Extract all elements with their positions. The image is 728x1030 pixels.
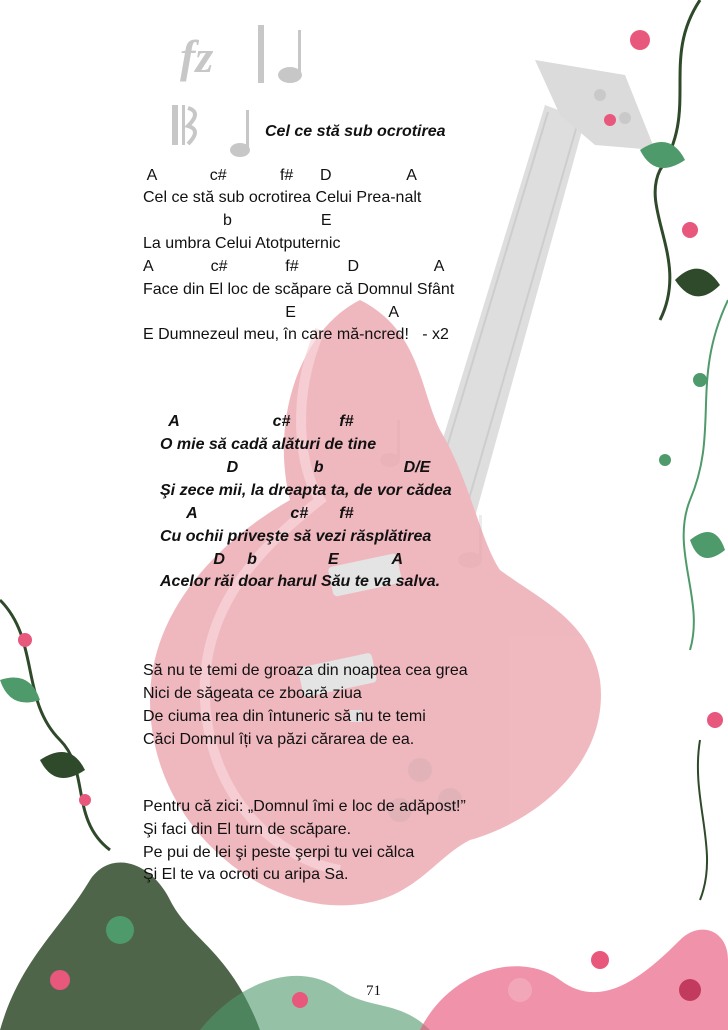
song-title: Cel ce stă sub ocrotirea (265, 123, 446, 140)
chord-line: A c# f# (160, 505, 354, 522)
lyric-line: Şi zece mii, la dreapta ta, de vor cădea (160, 482, 452, 499)
chord-line: b E (143, 212, 332, 229)
chord-line: A c# f# D A (143, 258, 445, 275)
lyric-line: Nici de săgeata ce zboară ziua (143, 685, 362, 702)
lyric-line: E Dumnezeul meu, în care mă-ncred! - x2 (143, 326, 449, 343)
lyric-line: Acelor răi doar harul Său te va salva. (160, 573, 441, 590)
lyric-line: Şi faci din El turn de scăpare. (143, 821, 352, 838)
lyric-line: Căci Domnul îți va păzi cărarea de ea. (143, 731, 415, 748)
chord-line: D b D/E (160, 459, 431, 476)
lyric-line: Cu ochii priveşte să vezi răsplătirea (160, 528, 432, 545)
lyric-line: Pentru că zici: „Domnul îmi e loc de adăpost!” (143, 798, 466, 815)
svg-text:fz: fz (180, 31, 214, 82)
lyric-line: De ciuma rea din întuneric să nu te temi (143, 708, 426, 725)
lyric-line: Şi El te va ocroti cu aripa Sa. (143, 866, 349, 883)
lyric-line: Face din El loc de scăpare că Domnul Sfânt (143, 281, 455, 298)
lyric-line: O mie să cadă alături de tine (160, 436, 377, 453)
floral-vine-left-icon (0, 600, 110, 850)
chord-line: A c# f# (160, 413, 354, 430)
chord-line: E A (143, 304, 400, 321)
chord-line: D b E A (160, 551, 403, 568)
lyric-line: La umbra Celui Atotputernic (143, 235, 341, 252)
page-number: 71 (366, 983, 381, 999)
lyric-line: Pe pui de lei şi peste şerpi tu vei călca (143, 844, 415, 861)
lyric-line: Cel ce stă sub ocrotirea Celui Prea-nalt (143, 189, 422, 206)
lyric-line: Să nu te temi de groaza din noaptea cea grea (143, 662, 468, 679)
chord-line: A c# f# D A (143, 167, 417, 184)
